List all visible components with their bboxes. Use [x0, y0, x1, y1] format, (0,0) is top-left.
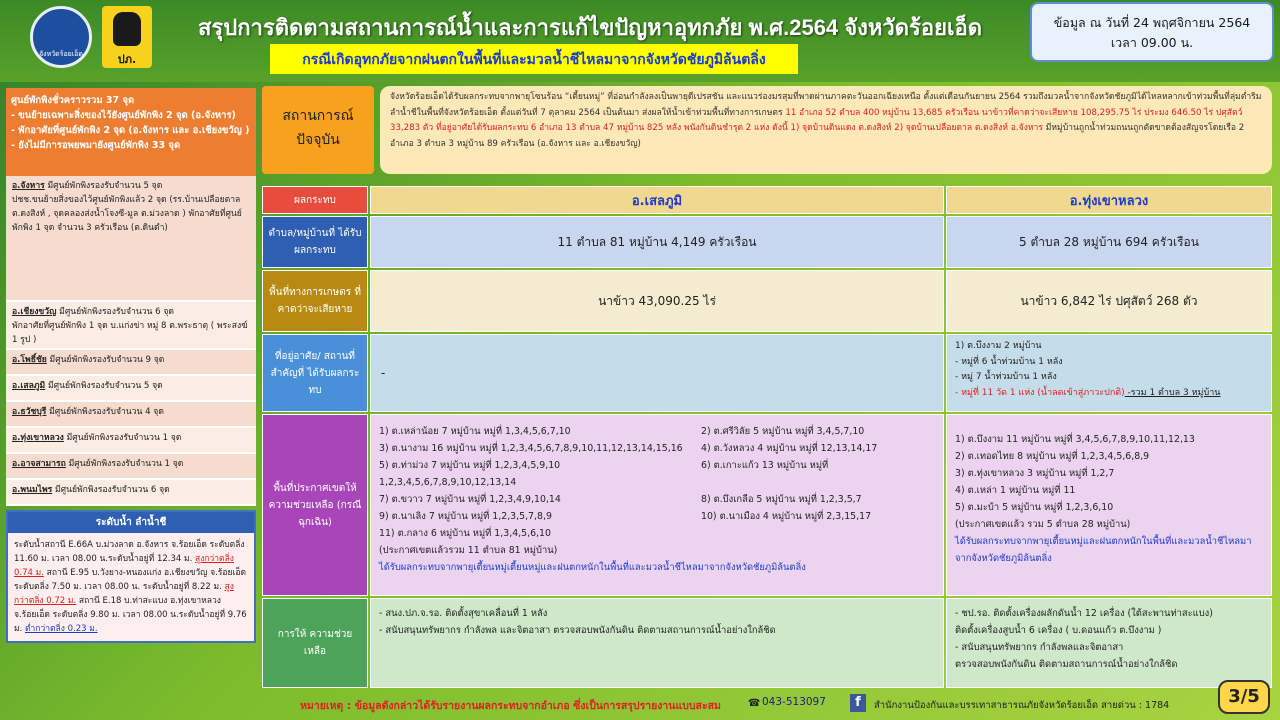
agri-thungkhaoluang: นาข้าว 6,842 ไร่ ปศุสัตว์ 268 ตัว: [946, 270, 1272, 332]
assist-line: - สนับสนุนทรัพยากร กำลังพล และจิตอาสา ตรวจสอบพนังกันดิน ติดตามสถานการณ์น้ำอย่างใกล้ชิด: [379, 625, 776, 636]
zone-line: 2) ต.เทอดไทย 8 หมู่บ้าน หมู่ที่ 1,2,3,4,5,6,8,9: [955, 451, 1150, 462]
housing-line: 1) ต.บึงงาม 2 หมู่บ้าน: [955, 341, 1042, 351]
housing-selaphum: -: [370, 334, 944, 412]
zone-line: 1) ต.เหล่าน้อย 7 หมู่บ้าน หมู่ที่ 1,3,4,5,6,7,10: [379, 426, 571, 437]
zone-line: 1,2,3,4,5,6,7,8,9,10,12,13,14: [379, 477, 517, 488]
situation-tail: มีหมู่บ้านถูกน้ำท่วมถนนถูกตัดขาดต้องสัญจรโดยเรือ 2 อำเภอ 3 ตำบล 3 หมู่บ้าน 89 ครัวเรือน (อ.จังหาร และ อ.เชียงขวัญ): [390, 123, 1245, 149]
district-item: [6, 428, 256, 454]
zone-line: 3) ต.ทุ่งเขาหลวง 3 หมู่บ้าน หมู่ที่ 1,2,7: [955, 468, 1115, 479]
table-col-thungkhaoluang: อ.ทุ่งเขาหลวง: [946, 186, 1272, 214]
district-item: [6, 350, 256, 376]
time-line: เวลา 09.00 น.: [1110, 35, 1194, 50]
left-panel: [6, 88, 256, 643]
district-name: อ.อาจสามารถ: [12, 459, 66, 469]
water-level-box: [6, 510, 256, 643]
zone-line: 5) ต.มะบ้า 5 หมู่บ้าน หมู่ที่ 1,2,3,6,10: [955, 502, 1114, 513]
situation-label-2: ปัจจุบัน: [296, 132, 340, 148]
water-text: สถานี E.95 บ.วังยาง-หนองแก่ง อ.เชียงขวัญ จ.ร้อยเอ็ดระดับตลิ่ง 7.50 ม. เวลา 08.00 น. ระดับน้ำอยู่ที่ 8.22 ม.: [14, 568, 246, 592]
district-name: อ.โพธิ์ชัย: [12, 355, 47, 365]
zone-line: 8) ต.บึงเกลือ 5 หมู่บ้าน หมู่ที่ 1,2,3,5,7: [701, 494, 862, 505]
assist-thungkhaoluang: [946, 598, 1272, 688]
district-name: อ.ธวัชบุรี: [12, 407, 47, 417]
dpm-logo: [102, 6, 152, 68]
situation-label-1: สถานการณ์: [282, 108, 354, 124]
phone-icon: ☎: [748, 698, 761, 709]
shelter-line: - ขนย้ายเฉพาะสิ่งของไว้ยังศูนย์พักพิง 2 จุด (อ.จังหาร): [11, 110, 236, 121]
zone-line: 1) ต.บึงงาม 11 หมู่บ้าน หมู่ที่ 3,4,5,6,7,8,9,10,11,12,13: [955, 434, 1195, 445]
page-title: สรุปการติดตามสถานการณ์น้ำและการแก้ไขปัญหาอุทกภัย พ.ศ.2564 จังหวัดร้อยเอ็ด: [198, 15, 982, 40]
zone-line: 9) ต.นาเลิง 7 หมู่บ้าน หมู่ที่ 1,2,3,5,7,8,9: [379, 511, 552, 522]
zone-line: 10) ต.นาเมือง 4 หมู่บ้าน หมู่ที่ 2,3,15,17: [701, 511, 872, 522]
zone-line: 2) ต.ศรีวิลัย 5 หมู่บ้าน หมู่ที่ 3,4,5,7,10: [701, 426, 865, 437]
zone-line: 4) ต.เหล่า 1 หมู่บ้าน หมู่ที่ 11: [955, 485, 1076, 496]
date-line: ข้อมูล ณ วันที่ 24 พฤศจิกายน 2564: [1053, 15, 1251, 30]
district-text: มีศูนย์พักพิงรองรับจำนวน 6 จุด: [56, 307, 174, 317]
water-text: สถานี E.18 บ.ท่าสะแบง อ.ทุ่งเขาหลวง จ.ร้อยเอ็ด ระดับตลิ่ง 9.80 ม. เวลา 08.00 น.ระดับน้ำอยู่ที่ 9.76 ม.: [14, 596, 247, 634]
table-col-selaphum: อ.เสลภูมิ: [370, 186, 944, 214]
situation-text: [380, 86, 1272, 174]
row-label-assistance: การให้ ความช่วยเหลือ: [262, 598, 368, 688]
district-text: มีศูนย์พักพิงรองรับจำนวน 1 จุด: [63, 433, 182, 443]
district-extra: ปชช.ขนย้ายสิ่งของไว้ศูนย์พักพิงแล้ว 2 จุด (รร.บ้านเปลือยตาล ต.ดงสิงห์ , จุดคลองส่งน้ำโจงซี-มูล ต.ม่วงลาด ) พักอาศัยที่ศูนย์พักพิง 1 จุด จำนวน 3 ครัวเรือน (ต.ดินดำ): [12, 195, 242, 233]
water-text: ระดับน้ำสถานี E.66A บ.ม่วงลาด อ.จังหาร จ.ร้อยเอ็ด ระดับตลิ่ง 11.60 ม. เวลา 08.00 น.ระดับน้ำอยู่ที่ 12.34 ม.: [14, 540, 245, 564]
villages-selaphum: 11 ตำบล 81 หมู่บ้าน 4,149 ครัวเรือน: [370, 216, 944, 268]
district-text: มีศูนย์พักพิงรองรับจำนวน 5 จุด: [45, 381, 163, 391]
water-body: [8, 533, 254, 641]
row-label-agriculture: พื้นที่ทางการเกษตร ที่คาดว่าจะเสียหาย: [262, 270, 368, 332]
assist-line: ตรวจสอบพนังกันดิน ติดตามสถานการณ์น้ำอย่างใกล้ชิด: [955, 659, 1178, 670]
zone-thungkhaoluang: [946, 414, 1272, 596]
zone-line: 5) ต.ท่าม่วง 7 หมู่บ้าน หมู่ที่ 1,2,3,4,5,9,10: [379, 460, 561, 471]
shelter-line: - ยังไม่มีการอพยพมายังศูนย์พักพิง 33 จุด: [11, 140, 181, 151]
district-item: [6, 402, 256, 428]
district-extra: พักอาศัยที่ศูนย์พักพิง 1 จุด บ.แก่งข่า หมู่ 8 ต.พระธาตุ ( พระสงฆ์ 1 รูป ): [12, 321, 248, 345]
water-title: ระดับน้ำ ลำน้ำชี: [8, 512, 254, 533]
district-name: อ.เชียงขวัญ: [12, 307, 57, 317]
assist-line: - สนง.ปภ.จ.รอ. ติดตั้งสุขาเคลื่อนที่ 1 หลัง: [379, 608, 548, 619]
district-item: [6, 480, 256, 506]
district-text: มีศูนย์พักพิงรองรับจำนวน 6 จุด: [52, 485, 170, 495]
district-name: อ.จังหาร: [12, 181, 45, 191]
facebook-icon[interactable]: f: [850, 694, 866, 712]
zone-col-b: [701, 423, 941, 525]
assist-selaphum: [370, 598, 944, 688]
province-seal-logo: [30, 6, 92, 68]
district-text: มีศูนย์พักพิงรองรับจำนวน 5 จุด: [44, 181, 163, 191]
logo2-text: ปภ.: [117, 53, 137, 66]
situation-impact: 11 อำเภอ 52 ตำบล 400 หมู่บ้าน 13,685 ครัวเรือน นาข้าวที่คาดว่าจะเสียหาย 108,295.75 ไร่ ประมง 646.50 ไร่ ปศุสัตว์ 33,283 ตัว ที่อยู่อาศัยได้รับผลกระทบ 6 อำเภอ 13 ตำบล 47 หมู่บ้าน 825 หลัง พนังกันดินชำรุด 2 แห่ง ดังนี้ 1) จุดบ้านดินแดง ต.ดงสิงห์ 2) จุดบ้านเปลือยตาล ต.ดงสิงห์ อ.จังหาร: [390, 107, 1243, 133]
district-text: มีศูนย์พักพิงรองรับจำนวน 4 จุด: [46, 407, 164, 417]
housing-total: -รวม 1 ตำบล 3 หมู่บ้าน: [1124, 387, 1221, 398]
housing-thungkhaoluang: [946, 334, 1272, 412]
agri-selaphum: นาข้าว 43,090.25 ไร่: [370, 270, 944, 332]
page-subtitle: กรณีเกิดอุทกภัยจากฝนตกในพื้นที่และมวลน้ำชีไหลมาจากจังหวัดชัยภูมิล้นตลิ่ง: [270, 44, 798, 74]
row-label-villages: ตำบล/หมู่บ้านที่ ได้รับผลกระทบ: [262, 216, 368, 268]
district-text: มีศูนย์พักพิงรองรับจำนวน 9 จุด: [46, 355, 165, 365]
district-item: [6, 176, 256, 302]
zone-line: (ประกาศเขตแล้วรวม 11 ตำบล 81 หมู่บ้าน): [379, 545, 558, 556]
row-label-disaster-zone: พื้นที่ประกาศเขตให้ ความช่วยเหลือ (กรณีฉุกเฉิน): [262, 414, 368, 596]
zone-line: 7) ต.ขวาว 7 หมู่บ้าน หมู่ที่ 1,2,3,4,9,10,14: [379, 494, 561, 505]
footer-note: หมายเหตุ : ข้อมูลดังกล่าวได้รับรายงานผลกระทบจากอำเภอ ซึ่งเป็นการสรุปรายงานแบบสะสม: [300, 700, 721, 712]
district-name: อ.ทุ่งเขาหลวง: [12, 433, 64, 443]
assist-line: - ชป.รอ. ติดตั้งเครื่องผลักดันน้ำ 12 เครื่อง (ใต้สะพานท่าสะแบง): [955, 608, 1213, 619]
shelter-summary: [6, 88, 256, 176]
shelter-line: - พักอาศัยที่ศูนย์พักพิง 2 จุด (อ.จังหาร และ อ.เชียงขวัญ ): [11, 125, 250, 136]
situation-label: [262, 86, 374, 174]
zone-line: 3) ต.นางาม 16 หมู่บ้าน หมู่ที่ 1,2,3,4,5,6,7,8,9,10,11,12,13,14,15,16: [379, 443, 683, 454]
footer-phone: 043-513097: [762, 696, 826, 708]
zone-line: 4) ต.วังหลวง 4 หมู่บ้าน หมู่ที่ 12,13,14,17: [701, 443, 878, 454]
zone-line: 11) ต.กลาง 6 หมู่บ้าน หมู่ที่ 1,3,4,5,6,10: [379, 528, 551, 539]
district-name: อ.พนมไพร: [12, 485, 53, 495]
villages-thungkhaoluang: 5 ตำบล 28 หมู่บ้าน 694 ครัวเรือน: [946, 216, 1272, 268]
zone-selaphum: [370, 414, 944, 596]
shelter-total: ศูนย์พักพิงชั่วคราวรวม 37 จุด: [11, 95, 135, 106]
zone-line: (ประกาศเขตแล้ว รวม 5 ตำบล 28 หมู่บ้าน): [955, 519, 1131, 530]
district-item: [6, 302, 256, 350]
row-label-housing: ที่อยู่อาศัย/ สถานที่สำคัญที่ ได้รับผลกระทบ: [262, 334, 368, 412]
district-item: [6, 376, 256, 402]
logo1-text: จังหวัดร้อยเอ็ด: [39, 50, 83, 58]
housing-line: - หมู่ 7 น้ำท่วมบ้าน 1 หลัง: [955, 372, 1057, 382]
zone-cause: ได้รับผลกระทบจากพายุเตี้ยนหมู่และฝนตกหนักในพื้นที่และมวลน้ำชีไหลมาจากจังหวัดชัยภูมิล้นตลิ่ง: [955, 536, 1252, 564]
housing-line: - หมู่ที่ 6 น้ำท่วมบ้าน 1 หลัง: [955, 356, 1063, 367]
footer-office: สำนักงานป้องกันและบรรเทาสาธารณภัยจังหวัดร้อยเอ็ด สายด่วน : 1784: [874, 700, 1170, 711]
water-alert: สูงกว่าตลิ่ง 0.74 ม.: [14, 554, 234, 578]
hand-icon: [113, 12, 141, 46]
district-name: อ.เสลภูมิ: [12, 381, 46, 391]
table-col-impact: ผลกระทบ: [262, 186, 368, 214]
district-item: [6, 454, 256, 480]
district-text: มีศูนย์พักพิงรองรับจำนวน 1 จุด: [65, 459, 184, 469]
assist-line: - สนับสนุนทรัพยากร กำลังพลและจิตอาสา: [955, 642, 1124, 653]
water-alert: สูงกว่าตลิ่ง 0.72 ม.: [14, 582, 234, 606]
situation-body: จังหวัดร้อยเอ็ดได้รับผลกระทบจากพายุโซนร้อน “เตี้ยนหมู่” ที่อ่อนกำลังลงเป็นพายุดีเปรสชัน และแนวร่องมรสุมที่พาดผ่านภาคตะวันออกเฉียงเหนือ ตั้งแต่เดือนกันยายน 2564 รวมถึงมวลน้ำจากจังหวัดชัยภูมิได้ไหลหลากเข้าท่วมพื้นที่ลุ่มต่ำริมลำน้ำชีในพื้นที่จังหวัดร้อยเอ็ด ตั้งแต่วันที่ 7 ตุลาคม 2564 เป็นต้นมา ส่งผลให้น้ำเข้าท่วมพื้นที่ทางการเกษตร: [390, 92, 1262, 118]
housing-temple: - หมู่ที่ 11 วัด 1 แห่ง (น้ำลดเข้าสู่ภาวะปกติ): [955, 387, 1125, 398]
assist-line: ติดตั้งเครื่องสูบน้ำ 6 เครื่อง ( บ.ดอนแก้ว ต.บึงงาม ): [955, 625, 1162, 636]
zone-line: 6) ต.เกาะแก้ว 13 หมู่บ้าน หมู่ที่: [701, 460, 829, 471]
zone-cause: ได้รับผลกระทบจากพายุเตี้ยนหมู่เตี้ยนหมู่และฝนตกหนักในพื้นที่และมวลน้ำชีไหลมาจากจังหวัดชัยภูมิล้นตลิ่ง: [379, 562, 806, 573]
water-below: ต่ำกว่าตลิ่ง 0.23 ม.: [25, 624, 98, 634]
date-box: [1030, 2, 1274, 62]
page-number: 3/5: [1218, 680, 1270, 714]
